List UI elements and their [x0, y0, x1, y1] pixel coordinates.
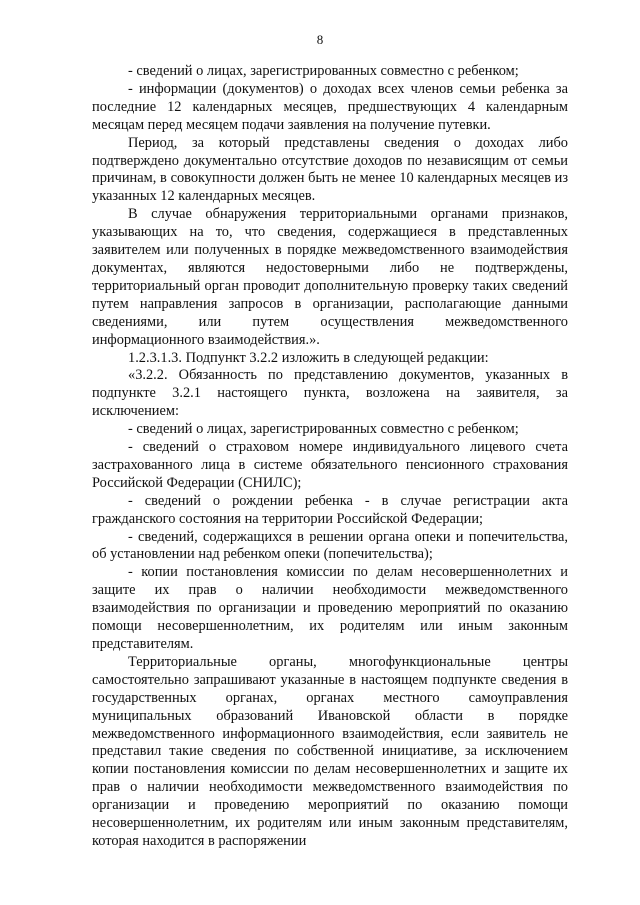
paragraph-2: - информации (документов) о доходах всех членов семьи ребенка за последние 12 календарных месяцев, предшествующих 4 календарным месяцам перед месяцем подачи заявления на получение путевки.	[92, 80, 568, 133]
paragraph-9: - сведений о рождении ребенка - в случае регистрации акта гражданского состояния на территории Российской Федерации;	[92, 492, 568, 527]
document-body	[92, 63, 568, 851]
paragraph-1: - сведений о лицах, зарегистрированных совместно с ребенком;	[128, 63, 519, 79]
paragraph-3: Период, за который представлены сведения о доходах либо подтверждено документально отсутствие доходов по независящим от семьи причинам, в совокупности должен быть не менее 10 календарных месяцев из указанных 12 календарных месяцев.	[92, 134, 568, 205]
paragraph-6: «3.2.2. Обязанность по представлению документов, указанных в подпункте 3.2.1 настоящего пункта, возложена на заявителя, за исключением:	[92, 367, 568, 420]
paragraph-7: - сведений о лицах, зарегистрированных совместно с ребенком;	[128, 421, 519, 438]
paragraph-11: - копии постановления комиссии по делам несовершеннолетних и защите их прав о наличии необходимости межведомственного взаимодействия по организации и проведению мероприятий по оказанию помощи несовершеннолетним, их родителям или иным законным представителям.	[92, 564, 568, 652]
page-number: 8	[316, 32, 324, 47]
paragraph-10: - сведений, содержащихся в решении органа опеки и попечительства, об установлении над ребенком опеки (попечительства);	[92, 528, 568, 563]
paragraph-4: В случае обнаружения территориальными органами признаков, указывающих на то, что сведения, содержащиеся в представленных заявителем или полученных в порядке межведомственного взаимодействия документах, являются недостоверными либо не подтверждены, территориальный орган проводит дополнительную проверку таких сведений путем направления запросов в организации, располагающие данными сведениями, или путем осуществления межведомственного информационного взаимодействия.».	[92, 206, 568, 348]
paragraph-8: - сведений о страховом номере индивидуального лицевого счета застрахованного лица в системе обязательного пенсионного страхования Российской Федерации (СНИЛС);	[92, 439, 568, 491]
paragraph-12: Территориальные органы, многофункциональные центры самостоятельно запрашивают указанные в настоящем подпункте сведения в государственных органах, органах местного самоуправления муниципальных образований Ивановской области в порядке межведомственного информационного взаимодействия, если заявитель не представил такие сведения по собственной инициативе, за исключением копии постановления комиссии по делам несовершеннолетних и защите их прав о наличии необходимости межведомственного взаимодействия по организации и проведению мероприятий по оказанию помощи несовершеннолетним, их родителям или иным законным представителям, которая находится в распоряжении	[92, 653, 568, 849]
paragraph-5: 1.2.3.1.3. Подпункт 3.2.2 изложить в следующей редакции:	[128, 349, 489, 366]
